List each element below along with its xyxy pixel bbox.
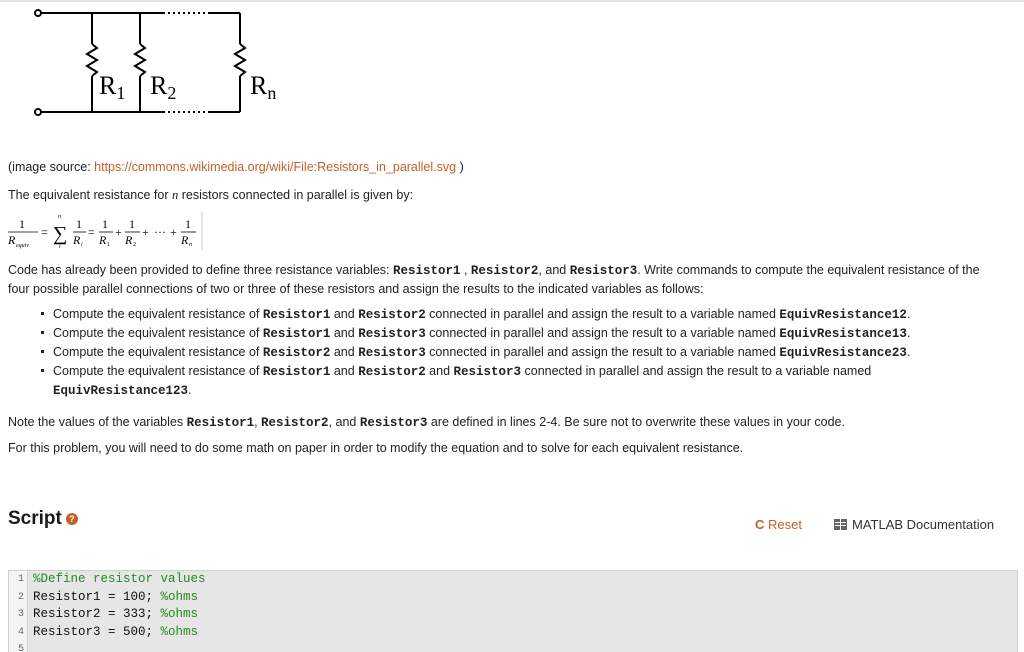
script-heading: Script ? [8,508,78,530]
svg-text:=: = [41,225,48,239]
svg-text:+: + [142,225,149,239]
list-item: Compute the equivalent resistance of Resistor2 and Resistor3 connected in parallel and assign the result to a variable named EquivResistance23. [53,343,973,362]
svg-text:+: + [170,225,177,239]
svg-text:R: R [181,233,189,247]
image-source: (image source: https://commons.wikimedia.org/wiki/File:Resistors_in_parallel.svg ) [8,160,464,174]
svg-text:R: R [73,233,81,247]
rn-label: Rn [250,71,277,103]
svg-text:1: 1 [19,217,25,231]
list-item: Compute the equivalent resistance of Resistor1 and Resistor2 connected in parallel and assign the result to a variable named EquivResistance12. [53,305,973,324]
equivalent-resistance-formula [6,210,206,252]
task-list [8,305,973,400]
r1-label: R1 [99,71,126,103]
reset-icon: C [755,517,765,532]
list-item: Compute the equivalent resistance of Resistor1 and Resistor2 and Resistor3 connected in parallel and assign the result to a variable named EquivResistance123. [53,362,973,400]
top-border [0,0,1024,2]
svg-text:i: i [81,242,83,248]
svg-text:n: n [58,214,61,220]
image-source-link[interactable]: https://commons.wikimedia.org/wiki/File:Resistors_in_parallel.svg [94,160,457,174]
svg-text:···: ··· [154,225,166,239]
code-editor[interactable]: 1 %Define resistor values 2 Resistor1 = 100; %ohms 3 Resistor2 = 333; %ohms 4 Resistor3 = 500; %ohms 5 [8,570,1018,652]
documentation-icon [834,519,847,530]
r2-label: R2 [150,71,177,103]
svg-text:1: 1 [102,217,108,231]
reset-button[interactable]: C Reset [755,517,802,532]
svg-text:2: 2 [133,242,136,248]
matlab-documentation-button[interactable]: MATLAB Documentation [834,517,994,532]
svg-text:1: 1 [129,217,135,231]
list-item: Compute the equivalent resistance of Resistor1 and Resistor3 connected in parallel and assign the result to a variable named EquivResistance13. [53,324,973,343]
svg-text:=: = [88,225,95,239]
parallel-resistors-diagram-icon [25,4,285,119]
math-note: For this problem, you will need to do some math on paper in order to modify the equation and to solve for each equivalent resistance. [8,441,744,455]
note-text: Note the values of the variables Resistor1, Resistor2, and Resistor3 are defined in lines 2-4. Be sure not to overwrite these values in your code. [8,415,845,430]
provided-text: Code has already been provided to define three resistance variables: Resistor1 , Resistor2, and Resistor3. Write commands to compute the equivalent resistance of the four possible parallel connections of two or three of these resistors and assign the results to the indicated variables as follows: [8,263,980,296]
svg-text:R: R [125,233,133,247]
svg-text:∑: ∑ [53,223,68,245]
intro-text: The equivalent resistance for n resistors connected in parallel is given by: [8,188,414,202]
svg-text:1: 1 [76,217,82,231]
svg-text:+: + [115,225,122,239]
svg-text:1: 1 [185,217,191,231]
svg-text:R: R [99,233,107,247]
svg-text:1: 1 [107,242,110,248]
svg-text:i: i [59,244,61,250]
svg-text:R: R [8,233,16,247]
help-icon[interactable]: ? [66,513,78,525]
svg-text:equiv: equiv [16,243,29,249]
svg-text:n: n [189,242,192,248]
